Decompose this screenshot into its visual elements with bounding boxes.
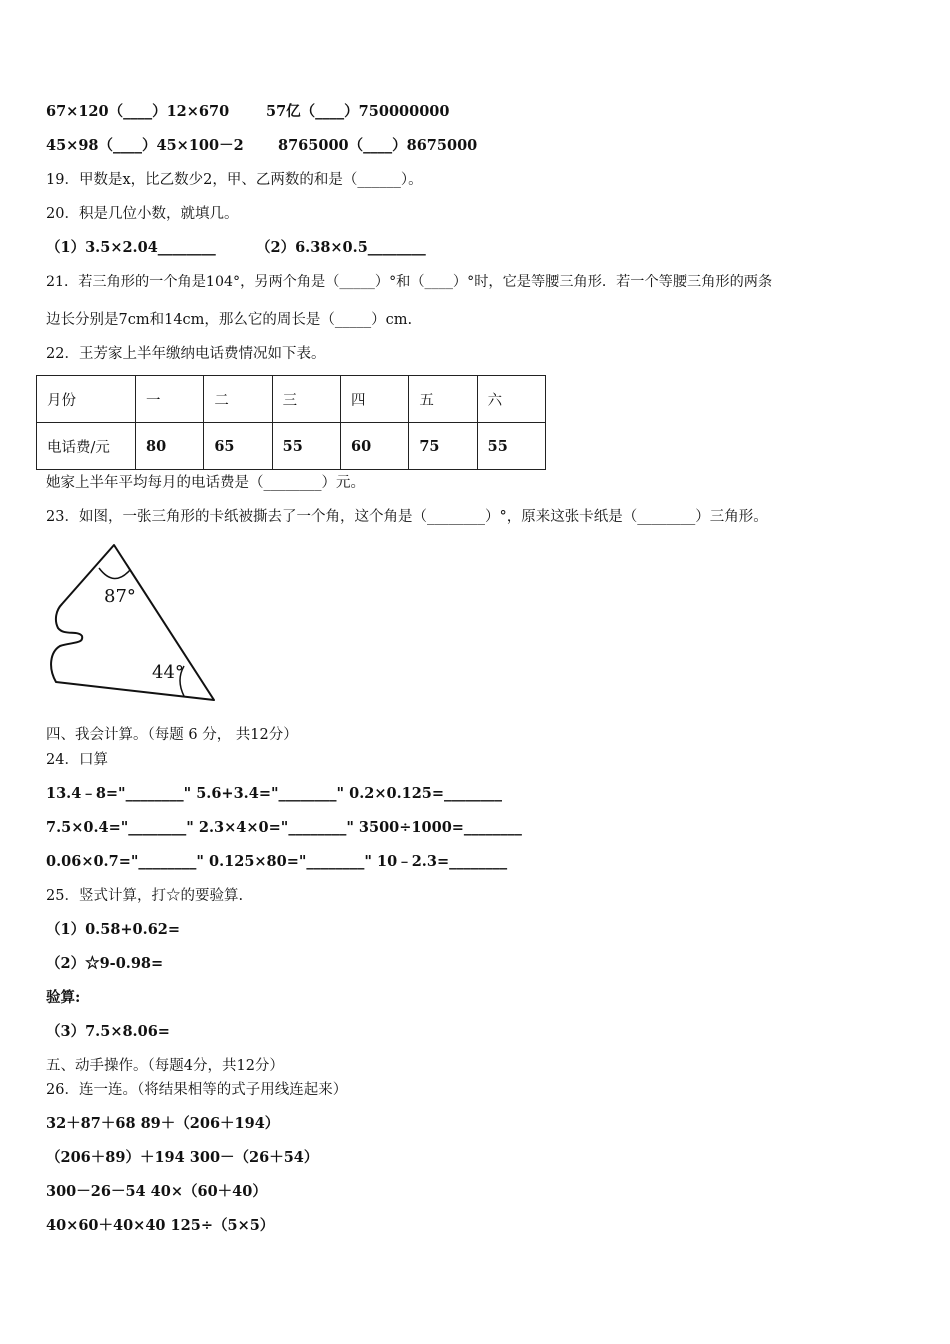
table-row-label: 电话费/元 [37, 423, 136, 470]
table-cell: 55 [477, 423, 545, 470]
matching-row-4: 40×60＋40×40 125÷（5×5） [46, 1217, 275, 1234]
question-25-part-1: （1）0.58+0.62= [46, 921, 181, 938]
question-20-part-1: （1）3.5×2.04________ [46, 239, 216, 256]
triangle-outline [51, 545, 214, 700]
question-25-title: 25．竖式计算，打☆的要验算. [46, 888, 244, 904]
angle-label-top: 87° [104, 586, 136, 607]
table-header-cell: 一 [136, 376, 204, 423]
table-header-cell: 四 [340, 376, 408, 423]
question-25-check-label: 验算: [46, 989, 81, 1006]
torn-triangle-figure [44, 540, 224, 710]
question-24-title: 24．口算 [46, 752, 108, 768]
question-19: 19．甲数是x，比乙数少2，甲、乙两数的和是（______）。 [46, 172, 423, 188]
compare-row-1b: 57亿（____）750000000 [266, 103, 450, 120]
compare-row-1a: 67×120（____）12×670 [46, 103, 230, 120]
table-header-cell: 二 [204, 376, 272, 423]
table-row [37, 423, 546, 470]
question-22-title: 22．王芳家上半年缴纳电话费情况如下表。 [46, 346, 326, 362]
question-21-line-1: 21．若三角形的一个角是104°，另两个角是（_____）°和（____）°时，它是等腰三角形．若一个等腰三角形的两条 [46, 274, 773, 290]
table-cell: 55 [272, 423, 340, 470]
table-header-cell: 三 [272, 376, 340, 423]
angle-label-bottom: 44° [152, 662, 184, 683]
phone-bill-table [36, 375, 546, 470]
table-header-cell: 五 [409, 376, 477, 423]
table-header-row [37, 376, 546, 423]
top-angle-arc [99, 568, 130, 579]
section-5-title: 五、动手操作。（每题4分，共12分） [46, 1058, 284, 1074]
table-cell: 75 [409, 423, 477, 470]
question-25-part-3: （3）7.5×8.06= [46, 1023, 170, 1040]
mental-math-row-3: 0.06×0.7="________" 0.125×80="________" 10﹣2.3=________ [46, 853, 508, 870]
compare-row-2b: 8765000（____）8675000 [278, 137, 478, 154]
mental-math-row-2: 7.5×0.4="________" 2.3×4×0="________" 3500÷1000=________ [46, 819, 522, 836]
table-header-cell: 六 [477, 376, 545, 423]
matching-row-2: （206＋89）＋194 300－（26＋54） [46, 1149, 319, 1166]
section-4-title: 四、我会计算。（每题 6 分， 共12分） [46, 727, 298, 743]
matching-row-1: 32＋87＋68 89＋（206＋194） [46, 1115, 280, 1132]
question-25-part-2: （2）☆9-0.98= [46, 955, 164, 972]
table-header-cell: 月份 [37, 376, 136, 423]
question-20-title: 20．积是几位小数，就填几。 [46, 206, 239, 222]
mental-math-row-1: 13.4﹣8="________" 5.6+3.4="________" 0.2×0.125=________ [46, 785, 503, 802]
question-23-text: 23．如图，一张三角形的卡纸被撕去了一个角，这个角是（________）°，原来这张卡纸是（________）三角形。 [46, 509, 768, 525]
question-22-prompt: 她家上半年平均每月的电话费是（________）元。 [46, 475, 365, 491]
table-cell: 80 [136, 423, 204, 470]
table-cell: 65 [204, 423, 272, 470]
table-cell: 60 [340, 423, 408, 470]
compare-row-2a: 45×98（____）45×100－2 [46, 137, 244, 154]
question-21-line-2: 边长分别是7cm和14cm，那么它的周长是（_____）cm. [46, 312, 413, 328]
question-26-title: 26．连一连。（将结果相等的式子用线连起来） [46, 1082, 348, 1098]
matching-row-3: 300－26－54 40×（60＋40） [46, 1183, 267, 1200]
question-20-part-2: （2）6.38×0.5________ [256, 239, 426, 256]
